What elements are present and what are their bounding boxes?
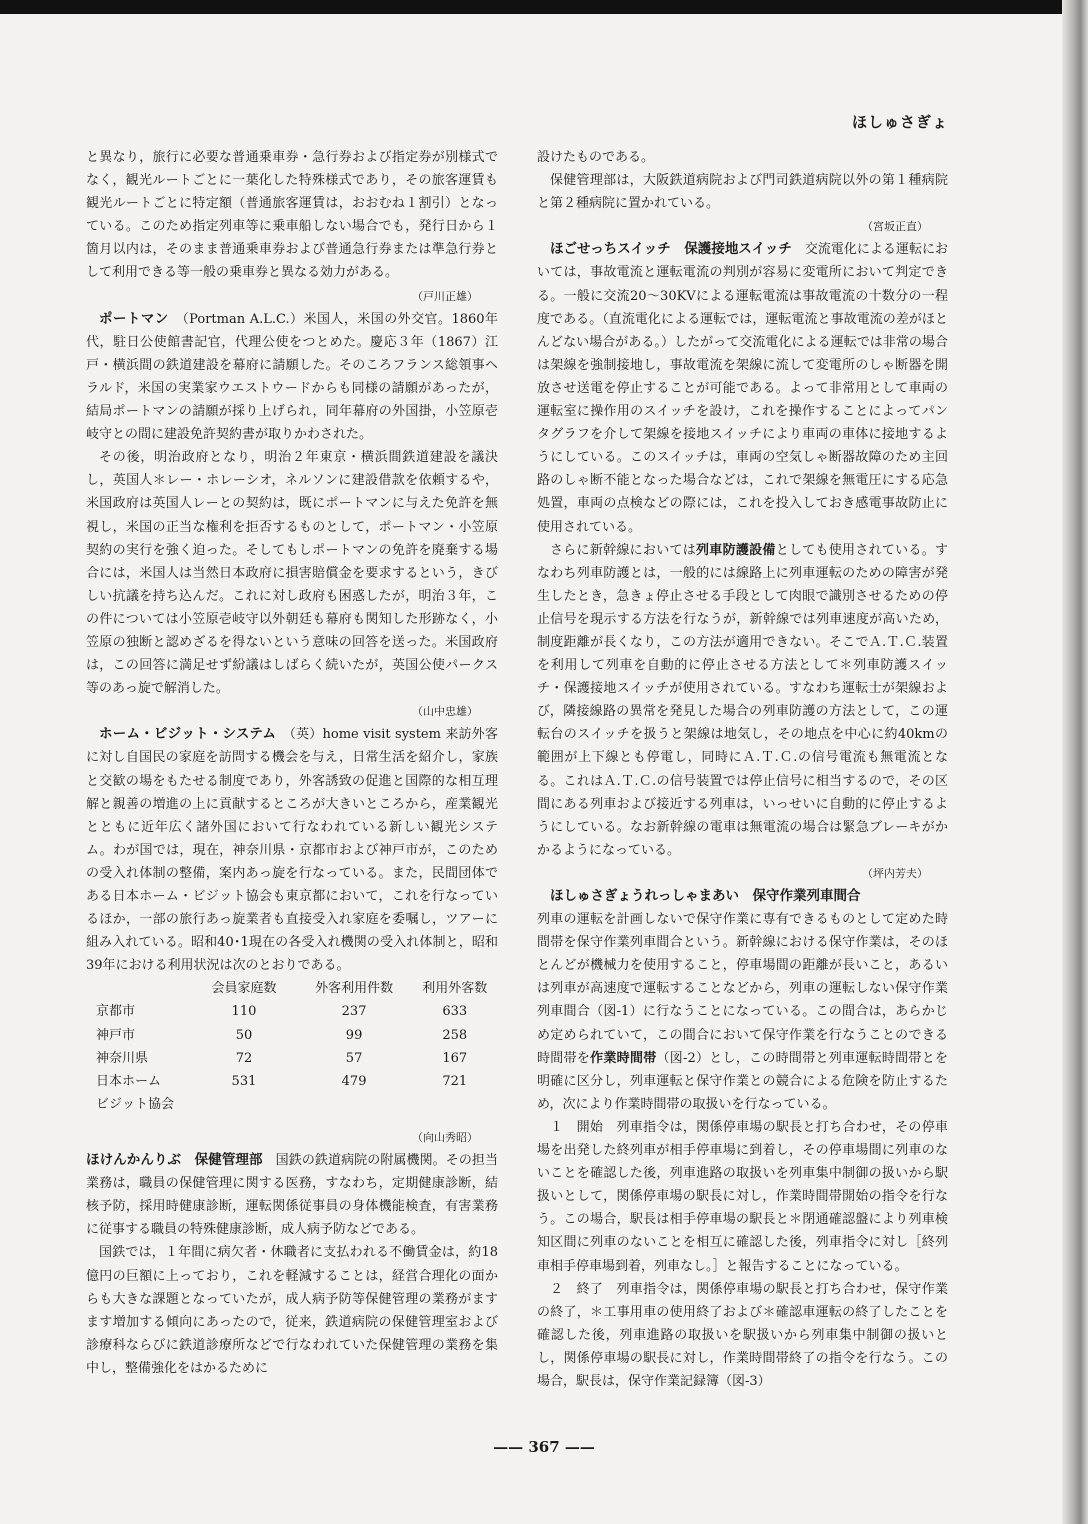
left-column <box>86 146 498 1380</box>
entry-headword: ポートマン <box>99 310 169 327</box>
home-visit-table <box>96 977 498 1116</box>
table-cell: 531 <box>231 1073 257 1089</box>
author-signature: （戸川正雄） <box>412 289 478 303</box>
table-row <box>96 1047 498 1070</box>
table-header-row <box>96 977 498 1000</box>
table-cell: 99 <box>345 1027 363 1043</box>
table-header: 利用外客数 <box>422 981 488 997</box>
table-cell: 50 <box>235 1027 253 1043</box>
text-run: さらに新幹線においては <box>550 542 697 558</box>
entry-hoken <box>86 1149 498 1241</box>
entry-headword: ほしゅさぎょうれっしゃまあい 保守作業列車間合 <box>550 888 861 904</box>
author-signature: （向山秀昭） <box>412 1130 478 1144</box>
text-run: としても使用されている。すなわち列車防護とは，一般的には線路上に列車運転のための障害が発生したとき，急きょ停止させる手段として肉眼で識別させるための停止信号を現示する方法を行なうが，新幹線では列車速度が高いため，制度距離が長くなり，この方法が適用できない。そこでＡ.Ｔ.Ｃ.装置を利用して列車を自動的に停止させる方法として＊列車防護スイッチ・保護接地スイッチが使用されている。すなわち運転士が架線および，隣接線路の異常を発見した場合の列車防護の方法として，この運転台のスイッチを扱うと架線は地気し，その地点を中心に約40kmの範囲が上下線とも停電し，同時にＡ.Ｔ.Ｃ.の信号電流も無電流となる。これはＡ.Ｔ.Ｃ.の信号装置では停止信号に相当するので，その区間にある列車および接近する列車は，いっせいに自動的に停止するようにしている。なお新幹線の電車は無電流の場合は緊急ブレーキがかかるようになっている。 <box>537 542 948 858</box>
table-header: 外客利用件数 <box>315 981 394 997</box>
table-cell <box>412 1093 499 1116</box>
table-cell: 神奈川県 <box>96 1050 149 1066</box>
table-cell: 479 <box>341 1073 367 1089</box>
entry-headword: ほごせっちスイッチ 保護接地スイッチ <box>550 241 792 258</box>
text-run: 列車の運転を計画しないで保守作業に専有できるものとして定めた時間帯を保守作業列車間合という。新幹線における保守作業は，そのほとんどが機械力を使用すること，停車場間の距離が長いこと，あるいは列車が高速度で運転することなどから，列車の運転しない保守作業列車間合（図-1）に行なうことになっている。この間合は，あらかじめ定められていて，この間合において保守作業を行なうことのできる時間帯を <box>537 912 948 1066</box>
table-cell: 72 <box>235 1050 253 1066</box>
entry-hogo-switch <box>537 238 948 538</box>
paragraph: 国鉄では，１年間に病欠者・休職者に支払われる不働賃金は，約18億円の巨額に上っており，これを軽減することは，経営合理化の面からも大きな課題となっていたが，成人病予防等保健管理の業務がますます増加する傾向にあったので，従来，鉄道病院の保健管理室および診療科ならびに鉄道診療所などで行なわれていた保健管理の業務を集中し，整備強化をはかるために <box>86 1245 498 1376</box>
entry-home-visit <box>86 723 498 977</box>
table-cell: 日本ホーム <box>96 1073 162 1089</box>
author-signature: （坪内芳夫） <box>862 866 928 880</box>
table-row <box>96 1070 498 1093</box>
emphasis-term: 列車防護設備 <box>696 542 776 558</box>
author-signature: （山中忠雄） <box>412 705 478 719</box>
scan-top-edge <box>0 0 1088 14</box>
table-cell: 237 <box>341 1004 367 1020</box>
entry-headword: ホーム・ビジット・システム <box>99 726 277 743</box>
right-column <box>537 146 948 1393</box>
table-row <box>96 1000 498 1023</box>
entry-body: 交流電化による運転においては，事故電流と運転電流の判別が容易に変電所において判定できる。一般に交流20～30KVによる運転電流は事故電流の十数分の一程度である。（直流電化による運転では，運転電流と事故電流の差がほとんどない場合がある。）したがって交流電化による運転では非常の場合は架線を強制接地し，事故電流を架線に流して変電所のしゃ断器を開放させ送電を停止することが可能である。よって非常用として車両の運転室に操作用のスイッチを設け，これを操作することによってパンタグラフを介して架線を接地スイッチにより車両の車体に接地するようにしている。このスイッチは，車両の空気しゃ断器故障のため主回路のしゃ断不能となった場合などは，これで架線を無電圧にする応急処置，車両の点検などの際には，これを投入しておき感電事故防止に使用されている。 <box>537 242 948 535</box>
entry-body: （Portman A.L.C.）米国人，米国の外交官。1860年代，駐日公使館書記官，代理公使をつとめた。慶応３年（1867）江戸・横浜間の鉄道建設を幕府に請願した。そのころフランス総領事ヘラルド，米国の実業家ウエストウードからも同様の請願があったが，結局ポートマンの請願が採り上げられ，同年幕府の外国掛，小笠原壱岐守との間に建設免許契約書が取りかわされた。 <box>86 311 498 443</box>
paragraph: 保健管理部は，大阪鉄道病院および門司鉄道病院以外の第１種病院と第２種病院に置かれている。 <box>537 173 948 212</box>
table-header: 会員家庭数 <box>211 981 277 997</box>
table-cell: 167 <box>442 1050 468 1066</box>
paragraph: 設けたものである。 <box>537 150 655 165</box>
list-item: ２ 終了 列車指令は，関係停車場の駅長と打ち合わせ，保守作業の終了，＊工事用車の使用終了および＊確認車運転の終了したことを確認した後，列車進路の取扱いを駅扱いから列車集中制御の扱いとし，関係停車場の駅長に対し，作業時間帯終了の指令を行なう。この場合，駅長は，保守作業記録簿（図-3） <box>537 1281 948 1389</box>
paragraph: その後，明治政府となり，明治２年東京・横浜間鉄道建設を議決し，英国人＊レー・ホレーシオ，ネルソンに建設借款を依頼するや，米国政府は英国人レーとの契約は，既にポートマンに与えた免許を無視し，米国の正当な権利を拒否するものとして，ポートマン・小笠原契約の実行を強く迫った。そしてもしポートマンの免許を廃棄する場合には，米国人は当然日本政府に損害賠償金を要求するという，きびしい抗議を持ち込んだ。これに対し政府も困惑したが，明治３年，この件については小笠原壱岐守以外朝廷も幕府も関知した形跡なく，小笠原の独断と認めざるを得ないという意味の回答を送った。米国政府は，この回答に満足せず紛議はしばらく続いたが，英国公使パークス等のあっ旋で解消した。 <box>86 450 498 697</box>
table-cell: 57 <box>345 1050 363 1066</box>
paragraph: と異なり，旅行に必要な普通乗車券・急行券および指定券が別様式でなく，観光ルートごとに一葉化した特殊様式であり，その旅客運賃も観光ルートごとに特定額（普通旅客運賃は，おおむね１割引）となっている。このため指定列車等に乗車船しない場合でも，発行日から１箇月以内は，そのまま普通乗車券および普通急行券または準急行券として利用できる等一般の乗車券と異なる効力がある。 <box>86 150 498 281</box>
entry-hoshu-heading <box>537 885 948 908</box>
table-row <box>96 1024 498 1047</box>
table-cell <box>297 1093 412 1116</box>
entry-portman <box>86 308 498 447</box>
entry-body: 国鉄の鉄道病院の附属機関。その担当業務は，職員の保健管理に関する医務，すなわち，定期健康診断，結核予防，採用時健康診断，運転関係従事員の身体機能検査，有害業務に従事する職員の特殊健康診断，成人病予防などである。 <box>86 1153 498 1238</box>
table-cell: 633 <box>442 1004 468 1020</box>
entry-body: （英）home visit system 来訪外客に対し自国民の家庭を訪問する機会を与え，日常生活を紹介し，家族と交歓の場をもたせる制度であり，外客誘致の促進と国際的な相互理解と親善の増進の上に貢献するところが大きいところから，産業観光とともに近年広く諸外国において行なわれている新しい観光システム。わが国では，現在，神奈川県・京都市および神戸市が，このための受入れ体制の整備，案内あっ旋を行なっている。また，民間団体である日本ホーム・ビジット協会も東京都において，これを行なっているほか，一部の旅行あっ旋業者も直接受入れ家庭を委嘱し，ツアーに組み入れている。昭和40･1現在の各受入れ機関の受入れ体制と，昭和39年における利用状況は次のとおりである。 <box>86 727 498 974</box>
list-item: １ 開始 列車指令は，関係停車場の駅長と打ち合わせ，その停車場を出発した終列車が相手停車場に到着し，その停車場間に列車のないことを確認した後，列車進路の取扱いを列車集中制御の扱いから駅扱いとして，関係停車場の駅長に対し，作業時間帯開始の指令を行なう。この場合，駅長は相手停車場の駅長と＊閉通確認盤により列車検知区間に列車のないことを相互に確認した後，列車指令に対し［終列車相手停車場到着，列車なし。］と報告することになっている。 <box>537 1119 948 1274</box>
table-cell: ビジット協会 <box>96 1096 175 1112</box>
page-number: —— 367 —— <box>493 1438 595 1456</box>
emphasis-term: 作業時間帯 <box>590 1050 657 1066</box>
running-head: ほしゅさぎょ <box>851 113 948 131</box>
table-cell: 110 <box>231 1004 257 1020</box>
table-cell: 神戸市 <box>96 1027 136 1043</box>
table-cell: 721 <box>442 1073 468 1089</box>
table-row <box>96 1093 498 1116</box>
book-spine <box>1062 0 1088 1524</box>
paragraph <box>537 539 948 862</box>
entry-body <box>537 908 948 1116</box>
table-header <box>96 977 191 1000</box>
text-run: （図-2）とし，この時間帯と列車運転時間帯とを明確に区分し，列車運転と保守作業との競合による危険を防止するため，次により作業時間帯の取扱いを行なっている。 <box>537 1050 948 1112</box>
entry-headword: ほけんかんりぶ 保健管理部 <box>86 1152 263 1169</box>
table-cell: 258 <box>442 1027 468 1043</box>
table-cell <box>191 1093 296 1116</box>
table-cell: 京都市 <box>96 1004 136 1020</box>
author-signature: （宮坂正直） <box>862 220 928 234</box>
